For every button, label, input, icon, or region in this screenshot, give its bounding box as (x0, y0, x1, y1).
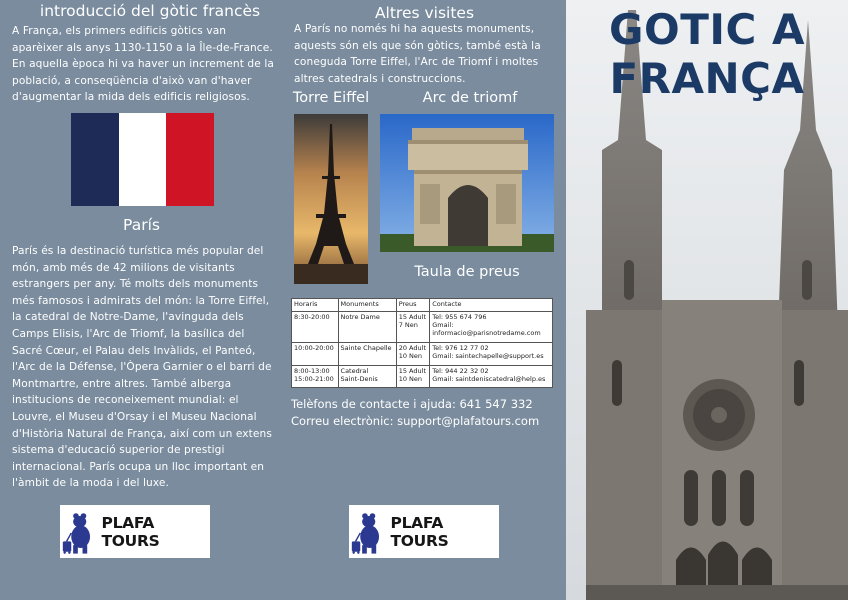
cover-title-line1: GOTIC A (609, 5, 805, 54)
table-cell: 15 Adult 7 Nen (396, 311, 430, 343)
left-panel (0, 0, 283, 600)
arc-de-triomf-label: Arc de triomf (422, 90, 518, 106)
table-cell: Tel: 976 12 77 02 Gmail: saintechapelle@support.es (430, 343, 553, 365)
column-header: Contacte (430, 299, 553, 312)
price-table (291, 298, 553, 388)
table-cell: 20 Adult 10 Nen (396, 343, 430, 365)
table-cell: Sainte Chapelle (338, 343, 396, 365)
table-cell: Tel: 955 674 796 Gmail: informacio@parisnotredame.com (430, 311, 553, 343)
intro-title: introducció del gòtic francès (39, 2, 261, 20)
contact-info (291, 396, 561, 430)
other-visits-title: Altres visites (374, 4, 475, 22)
logo-text: PLAFA TOURS (101, 513, 160, 550)
contact-phone: Telèfons de contacte i ajuda: 641 547 332 (291, 397, 533, 411)
french-flag-image (71, 113, 214, 206)
table-cell: Notre Dame (338, 311, 396, 343)
flag-stripe-blue (71, 113, 119, 206)
table-row (292, 365, 553, 387)
contact-email: Correu electrònic: support@plafatours.com (291, 414, 540, 428)
column-header: Horaris (292, 299, 339, 312)
other-visits-paragraph: A París no només hi ha aquests monuments, aquests són els que són gòtics, també està la coneguda Torre Eiffel, l'Arc de Triomf i moltes altres catedrals i construccions. (294, 23, 541, 85)
arc-de-triomf-photo (380, 114, 554, 252)
bear-traveler-icon (349, 508, 387, 556)
bear-traveler-icon (60, 508, 98, 556)
cover-title-line2: FRANÇA (609, 54, 805, 103)
flag-stripe-red (166, 113, 214, 206)
table-cell: 10:00-20:00 (292, 343, 339, 365)
cover-title (566, 5, 848, 103)
flag-stripe-white (119, 113, 167, 206)
table-row (292, 311, 553, 343)
table-cell: 15 Adult 10 Nen (396, 365, 430, 387)
eiffel-tower-photo (294, 114, 368, 284)
intro-paragraph: A França, els primers edificis gòtics van aparèixer als anys 1130-1150 a la Île-de-France. En aquella època hi va haver un increment de la població, a conseqüència d'això van d'haver d'augmentar la mida dels edificis religiosos. (12, 25, 274, 104)
column-header: Monuments (338, 299, 396, 312)
table-cell: Catedral Saint-Denis (338, 365, 396, 387)
table-row (292, 343, 553, 365)
middle-panel (283, 0, 566, 600)
eiffel-tower-label: Torre Eiffel (292, 90, 370, 106)
table-cell: 8:30-20:00 (292, 311, 339, 343)
price-table-header-row (292, 299, 553, 312)
paris-title: París (123, 216, 160, 234)
price-table-title: Taula de preus (414, 264, 520, 280)
cover-panel (566, 0, 848, 600)
paris-paragraph: París és la destinació turística més popular del món, amb més de 42 milions de visitants estrangers per any. Té molts dels monuments més famosos i admirats del món: la Torre Eiffel, la catedral de Notre-Dame, l'avinguda dels Camps Elisis, l'Arc de Triomf, la basílica del Sacré Cœur, el Palau dels Invàlids, el Panteó, l'Arc de la Défense, l'Òpera Garnier o el barri de Montmartre, entre altres. També alberga institucions de reconeixement mundial: el Louvre, el Museu d'Orsay i el Museu Nacional d'Història Natural de França, així com un extens sistema d'educació superior de prestigi internacional. París ocupa un lloc important en l'àmbit de la moda i del luxe. (12, 245, 272, 490)
logo-text: PLAFA TOURS (390, 513, 449, 550)
plafa-tours-logo (60, 505, 210, 558)
table-cell: Tel: 944 22 32 02 Gmail: saintdeniscatedral@help.es (430, 365, 553, 387)
column-header: Preus (396, 299, 430, 312)
table-cell: 8:00-13:00 15:00-21:00 (292, 365, 339, 387)
plafa-tours-logo (349, 505, 499, 558)
